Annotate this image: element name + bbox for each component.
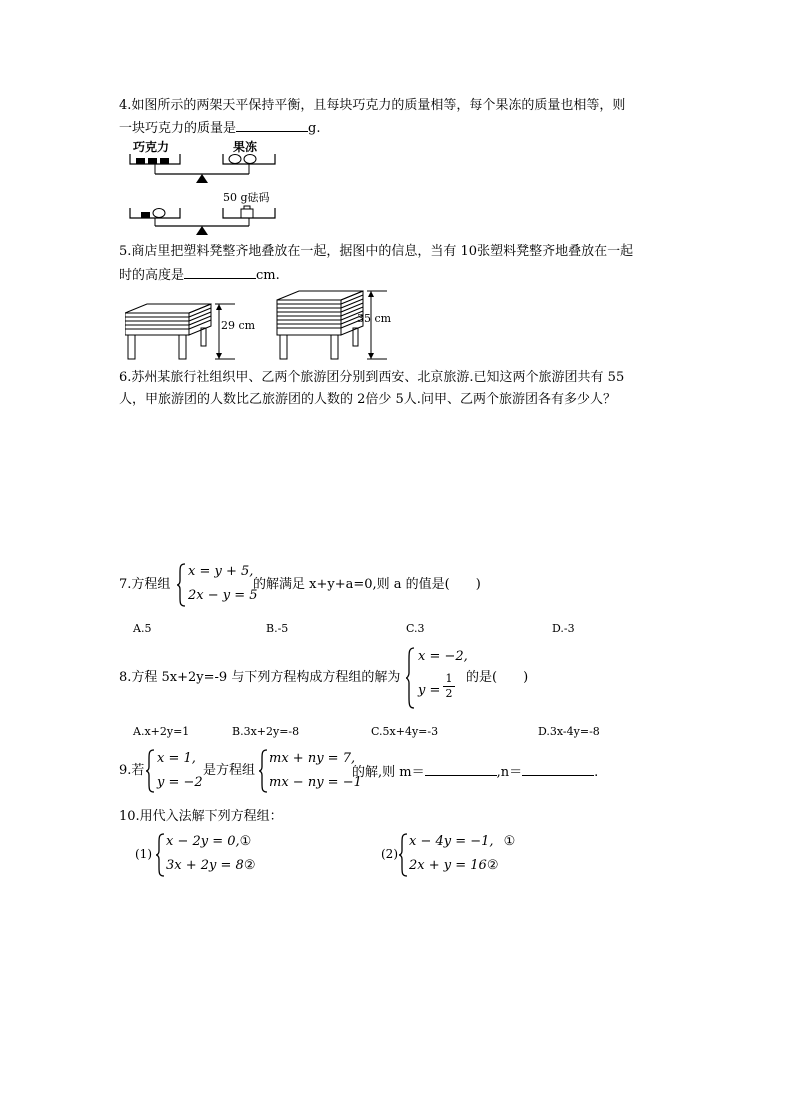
q9-n-prompt: ,n＝ [496, 765, 523, 780]
q9-brace-1 [145, 749, 155, 793]
stool-height-2: 35 cm [357, 312, 392, 325]
jelly [153, 209, 165, 218]
q9-eq2: mx − ny = −1 [269, 775, 362, 790]
q5-line1: 5.商店里把塑料凳整齐地叠放在一起，据图中的信息，当有 10张塑料凳整齐地叠放在一起 [119, 244, 634, 259]
q9-n-blank[interactable] [522, 763, 594, 776]
q8-eq2: y = [418, 683, 441, 698]
q8-frac-den: 2 [445, 687, 453, 700]
q8-option-b[interactable]: B.3x+2y=-8 [232, 725, 300, 738]
q7-eq1: x = y + 5, [188, 564, 254, 579]
q9-m-prompt: 的解,则 m＝ [352, 765, 425, 780]
label-jelly: 果冻 [233, 140, 258, 154]
q9-prefix: 9.若 [119, 763, 145, 778]
jelly [244, 155, 256, 164]
chocolate-block [160, 158, 169, 164]
weight-50g [241, 209, 253, 218]
circle-one-icon: ① [239, 834, 252, 849]
q6-line1: 6.苏州某旅行社组织甲、乙两个旅游团分别到西安、北京旅游.已知这两个旅游团共有 55 [119, 370, 625, 385]
q10-part2-eq1-text: x − 4y = −1, [409, 834, 494, 849]
q8-brace [405, 647, 415, 709]
q10-part1-brace [155, 833, 165, 877]
stool-height-1: 29 cm [221, 319, 256, 332]
q8-option-c[interactable]: C.5x+4y=-3 [371, 725, 439, 738]
q5-prompt: 时的高度是 [119, 268, 185, 283]
label-chocolate: 巧克力 [133, 140, 170, 154]
q10-part2-eq1 [409, 834, 515, 850]
q8-suffix: 的是( ) [466, 670, 529, 685]
balance-figure [125, 138, 285, 235]
q9-m-blank[interactable] [425, 763, 497, 776]
q10-part2-eq2 [409, 858, 498, 874]
q9-end: . [594, 765, 599, 780]
q7-brace [176, 563, 186, 607]
q8-option-d[interactable]: D.3x-4y=-8 [538, 725, 600, 738]
q9-eq1: mx + ny = 7, [269, 751, 356, 766]
circle-one-icon: ① [503, 834, 516, 849]
q4-line1: 4.如图所示的两架天平保持平衡，且每块巧克力的质量相等，每个果冻的质量也相等，则 [119, 98, 626, 113]
jelly [229, 155, 241, 164]
q8-frac-num: 1 [445, 672, 453, 685]
q7-eq2: 2x − y = 5 [188, 588, 258, 603]
q7-option-a[interactable]: A.5 [133, 622, 152, 635]
q9-sol2: y = −2 [157, 775, 203, 790]
q10-part1-eq2-text: 3x + 2y = 8 [166, 858, 244, 873]
chocolate-block [136, 158, 145, 164]
label-weight: 50 g砝码 [223, 191, 270, 204]
fulcrum [196, 174, 208, 183]
q8-fraction [443, 672, 455, 701]
q7-prefix: 7.方程组 [119, 577, 171, 592]
q7-option-b[interactable]: B.-5 [266, 622, 289, 635]
q8-prefix: 8.方程 5x+2y=-9 与下列方程构成方程组的解为 [119, 670, 401, 685]
q4-unit: g. [308, 121, 321, 136]
q8-option-a[interactable]: A.x+2y=1 [133, 725, 190, 738]
q6-line2: 人，甲旅游团的人数比乙旅游团的人数的 2倍少 5人.问甲、乙两个旅游团各有多少人？ [119, 392, 616, 407]
circle-two-icon: ② [486, 858, 499, 873]
q9-middle: 是方程组 [203, 763, 256, 778]
q10-part2-brace [398, 833, 408, 877]
q7-suffix: 的解满足 x+y+a=0,则 a 的值是( ) [253, 577, 481, 592]
chocolate-block [148, 158, 157, 164]
q10-part1-eq1-text: x − 2y = 0, [166, 834, 240, 849]
q7-option-c[interactable]: C.3 [406, 622, 425, 635]
q10-title: 10.用代入法解下列方程组： [119, 809, 283, 824]
q9-sol1: x = 1, [157, 751, 196, 766]
stool-figure [125, 288, 405, 360]
q9-brace-2 [258, 749, 268, 793]
q4-prompt: 一块巧克力的质量是 [119, 121, 237, 136]
q10-part1-eq1 [166, 834, 251, 850]
q10-part1-eq2 [166, 858, 255, 874]
fulcrum [196, 226, 208, 235]
q9-suffix [352, 763, 598, 781]
q10-part2-eq2-text: 2x + y = 16 [409, 858, 487, 873]
circle-two-icon: ② [243, 858, 256, 873]
chocolate-block [141, 212, 150, 218]
q7-option-d[interactable]: D.-3 [552, 622, 575, 635]
q5-answer-blank[interactable] [184, 266, 256, 279]
q5-unit: cm. [256, 268, 280, 283]
q5-line2 [119, 266, 280, 284]
q10-part1-label: (1) [135, 847, 152, 861]
q10-part2-label: (2) [381, 847, 398, 861]
q4-line2 [119, 119, 320, 137]
q4-answer-blank[interactable] [236, 119, 308, 132]
q8-eq1: x = −2, [418, 649, 468, 664]
